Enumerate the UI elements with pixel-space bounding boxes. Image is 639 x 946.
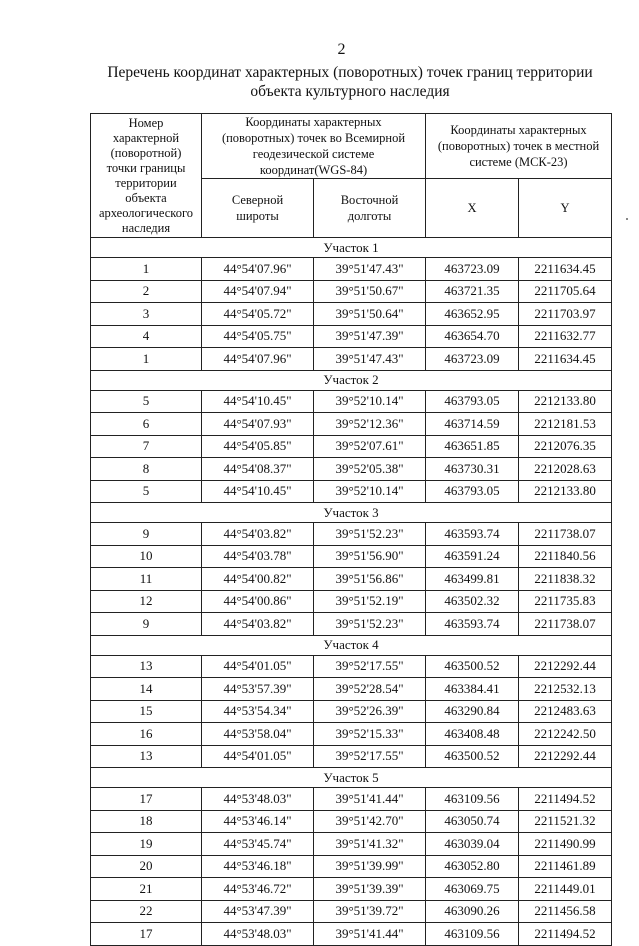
x-cell: 463109.56 — [426, 923, 519, 946]
point-number-cell: 13 — [91, 745, 202, 768]
longitude-cell: 39°51'52.23" — [314, 613, 426, 636]
y-cell: 2211490.99 — [519, 833, 612, 856]
x-cell: 463290.84 — [426, 700, 519, 723]
point-number-cell: 5 — [91, 480, 202, 503]
point-number-cell: 14 — [91, 678, 202, 701]
longitude-cell: 39°51'52.19" — [314, 590, 426, 613]
document-title-line-2: объекта культурного наследия — [250, 83, 450, 100]
table-row — [91, 303, 612, 326]
table-row — [91, 325, 612, 348]
x-cell: 463499.81 — [426, 568, 519, 591]
y-cell: 2212076.35 — [519, 435, 612, 458]
y-cell: 2211838.32 — [519, 568, 612, 591]
y-cell: 2211634.45 — [519, 348, 612, 371]
header-wgs-line: геодезической системе — [252, 147, 375, 161]
header-msk-line: системе (МСК-23) — [469, 155, 568, 169]
longitude-cell: 39°52'05.38" — [314, 458, 426, 481]
latitude-cell: 44°54'10.45" — [202, 480, 314, 503]
table-row — [91, 390, 612, 413]
y-cell: 2212483.63 — [519, 700, 612, 723]
header-wgs-line: координат(WGS-84) — [259, 163, 368, 177]
x-cell: 463502.32 — [426, 590, 519, 613]
point-number-cell: 11 — [91, 568, 202, 591]
y-cell: 2212532.13 — [519, 678, 612, 701]
point-number-cell: 17 — [91, 923, 202, 946]
coordinates-table — [90, 113, 612, 946]
latitude-cell: 44°54'00.82" — [202, 568, 314, 591]
x-cell: 463721.35 — [426, 280, 519, 303]
latitude-cell: 44°54'07.93" — [202, 413, 314, 436]
longitude-cell: 39°51'56.86" — [314, 568, 426, 591]
point-number-cell: 17 — [91, 788, 202, 811]
table-row — [91, 788, 612, 811]
y-cell: 2211738.07 — [519, 613, 612, 636]
longitude-cell: 39°52'10.14" — [314, 480, 426, 503]
longitude-cell: 39°51'47.43" — [314, 348, 426, 371]
y-cell: 2211840.56 — [519, 545, 612, 568]
table-row — [91, 348, 612, 371]
point-number-cell: 9 — [91, 523, 202, 546]
longitude-cell: 39°51'50.64" — [314, 303, 426, 326]
latitude-cell: 44°54'07.96" — [202, 258, 314, 281]
longitude-cell: 39°52'26.39" — [314, 700, 426, 723]
longitude-cell: 39°51'52.23" — [314, 523, 426, 546]
document-title — [95, 63, 605, 101]
latitude-cell: 44°53'54.34" — [202, 700, 314, 723]
latitude-cell: 44°53'45.74" — [202, 833, 314, 856]
x-cell: 463109.56 — [426, 788, 519, 811]
point-number-cell: 2 — [91, 280, 202, 303]
table-row — [91, 435, 612, 458]
y-cell: 2211521.32 — [519, 810, 612, 833]
point-number-cell: 22 — [91, 900, 202, 923]
latitude-cell: 44°54'10.45" — [202, 390, 314, 413]
table-row — [91, 923, 612, 946]
point-number-cell: 8 — [91, 458, 202, 481]
document-title-line-1: Перечень координат характерных (поворотных) точек границ территории — [107, 64, 593, 81]
y-cell: 2212292.44 — [519, 655, 612, 678]
y-cell: 2211494.52 — [519, 788, 612, 811]
point-number-cell: 6 — [91, 413, 202, 436]
longitude-cell: 39°51'39.39" — [314, 878, 426, 901]
y-cell: 2212181.53 — [519, 413, 612, 436]
header-wgs-coordinates — [202, 114, 426, 179]
table-row — [91, 810, 612, 833]
latitude-cell: 44°54'07.96" — [202, 348, 314, 371]
table-row — [91, 878, 612, 901]
latitude-cell: 44°53'57.39" — [202, 678, 314, 701]
point-number-cell: 15 — [91, 700, 202, 723]
latitude-cell: 44°54'05.85" — [202, 435, 314, 458]
latitude-cell: 44°54'07.94" — [202, 280, 314, 303]
x-cell: 463052.80 — [426, 855, 519, 878]
longitude-cell: 39°52'07.61" — [314, 435, 426, 458]
longitude-cell: 39°51'56.90" — [314, 545, 426, 568]
point-number-cell: 16 — [91, 723, 202, 746]
table-row — [91, 568, 612, 591]
table-row — [91, 655, 612, 678]
header-point-number-line: точки границы — [106, 160, 186, 175]
table-row — [91, 545, 612, 568]
point-number-cell: 3 — [91, 303, 202, 326]
header-longitude — [314, 179, 426, 238]
x-cell: 463793.05 — [426, 480, 519, 503]
latitude-cell: 44°53'47.39" — [202, 900, 314, 923]
point-number-cell: 13 — [91, 655, 202, 678]
longitude-cell: 39°51'42.70" — [314, 810, 426, 833]
x-cell: 463593.74 — [426, 613, 519, 636]
table-row — [91, 458, 612, 481]
header-wgs-line: Координаты характерных — [245, 115, 382, 129]
longitude-cell: 39°51'39.72" — [314, 900, 426, 923]
x-cell: 463069.75 — [426, 878, 519, 901]
point-number-cell: 1 — [91, 348, 202, 371]
header-latitude-line: Северной — [231, 193, 284, 207]
point-number-cell: 20 — [91, 855, 202, 878]
header-wgs-line: (поворотных) точек во Всемирной — [221, 131, 406, 145]
longitude-cell: 39°52'10.14" — [314, 390, 426, 413]
x-cell: 463500.52 — [426, 655, 519, 678]
header-y: Y — [519, 179, 612, 238]
header-latitude-line: широты — [236, 209, 279, 223]
latitude-cell: 44°54'01.05" — [202, 745, 314, 768]
longitude-cell: 39°51'50.67" — [314, 280, 426, 303]
section-row — [91, 635, 612, 655]
table-row — [91, 855, 612, 878]
table-row — [91, 613, 612, 636]
header-longitude-line: Восточной — [340, 193, 399, 207]
section-label: Участок 1 — [91, 238, 612, 258]
section-label: Участок 2 — [91, 370, 612, 390]
y-cell: 2211632.77 — [519, 325, 612, 348]
point-number-cell: 7 — [91, 435, 202, 458]
header-point-number-line: (поворотной) — [110, 145, 182, 160]
latitude-cell: 44°54'01.05" — [202, 655, 314, 678]
header-point-number-line: археологического — [98, 205, 194, 220]
longitude-cell: 39°52'17.55" — [314, 745, 426, 768]
section-label: Участок 5 — [91, 768, 612, 788]
header-point-number-line: территории — [115, 175, 177, 190]
table-row — [91, 523, 612, 546]
section-label: Участок 4 — [91, 635, 612, 655]
y-cell: 2211461.89 — [519, 855, 612, 878]
header-point-number-line: объекта — [125, 190, 167, 205]
longitude-cell: 39°51'47.39" — [314, 325, 426, 348]
table-row — [91, 280, 612, 303]
longitude-cell: 39°52'28.54" — [314, 678, 426, 701]
latitude-cell: 44°54'05.75" — [202, 325, 314, 348]
x-cell: 463714.59 — [426, 413, 519, 436]
point-number-cell: 19 — [91, 833, 202, 856]
y-cell: 2212133.80 — [519, 390, 612, 413]
section-row — [91, 768, 612, 788]
table-row — [91, 745, 612, 768]
section-row — [91, 503, 612, 523]
y-cell: 2212242.50 — [519, 723, 612, 746]
x-cell: 463593.74 — [426, 523, 519, 546]
x-cell: 463652.95 — [426, 303, 519, 326]
x-cell: 463793.05 — [426, 390, 519, 413]
latitude-cell: 44°54'08.37" — [202, 458, 314, 481]
longitude-cell: 39°51'39.99" — [314, 855, 426, 878]
latitude-cell: 44°54'03.78" — [202, 545, 314, 568]
longitude-cell: 39°52'17.55" — [314, 655, 426, 678]
table-row — [91, 413, 612, 436]
header-x: X — [426, 179, 519, 238]
y-cell: 2211456.58 — [519, 900, 612, 923]
header-msk-line: Координаты характерных — [450, 123, 587, 137]
latitude-cell: 44°53'46.72" — [202, 878, 314, 901]
table-row — [91, 678, 612, 701]
page-number: 2 — [337, 41, 346, 58]
x-cell: 463654.70 — [426, 325, 519, 348]
x-cell: 463050.74 — [426, 810, 519, 833]
y-cell: 2212133.80 — [519, 480, 612, 503]
y-cell: 2211494.52 — [519, 923, 612, 946]
longitude-cell: 39°51'41.44" — [314, 923, 426, 946]
point-number-cell: 12 — [91, 590, 202, 613]
y-cell: 2211735.83 — [519, 590, 612, 613]
latitude-cell: 44°53'48.03" — [202, 788, 314, 811]
longitude-cell: 39°51'41.44" — [314, 788, 426, 811]
x-cell: 463723.09 — [426, 258, 519, 281]
table-row — [91, 900, 612, 923]
latitude-cell: 44°54'03.82" — [202, 613, 314, 636]
header-point-number-line: наследия — [121, 220, 171, 235]
table-row — [91, 723, 612, 746]
table-row — [91, 700, 612, 723]
point-number-cell: 18 — [91, 810, 202, 833]
x-cell: 463500.52 — [426, 745, 519, 768]
scan-mark — [626, 218, 628, 220]
table-row — [91, 833, 612, 856]
latitude-cell: 44°53'46.14" — [202, 810, 314, 833]
longitude-cell: 39°52'15.33" — [314, 723, 426, 746]
x-cell: 463039.04 — [426, 833, 519, 856]
x-cell: 463090.26 — [426, 900, 519, 923]
table-row — [91, 480, 612, 503]
section-row — [91, 370, 612, 390]
y-cell: 2212028.63 — [519, 458, 612, 481]
y-cell: 2211705.64 — [519, 280, 612, 303]
latitude-cell: 44°53'58.04" — [202, 723, 314, 746]
header-longitude-line: долготы — [347, 209, 392, 223]
y-cell: 2212292.44 — [519, 745, 612, 768]
point-number-cell: 10 — [91, 545, 202, 568]
table-row — [91, 258, 612, 281]
header-point-number-line: характерной — [112, 130, 180, 145]
x-cell: 463723.09 — [426, 348, 519, 371]
header-point-number-line: Номер — [128, 115, 164, 130]
x-cell: 463591.24 — [426, 545, 519, 568]
point-number-cell: 1 — [91, 258, 202, 281]
point-number-cell: 9 — [91, 613, 202, 636]
y-cell: 2211449.01 — [519, 878, 612, 901]
x-cell: 463384.41 — [426, 678, 519, 701]
header-msk-line: (поворотных) точек в местной — [437, 139, 600, 153]
point-number-cell: 21 — [91, 878, 202, 901]
table-row — [91, 590, 612, 613]
y-cell: 2211634.45 — [519, 258, 612, 281]
x-cell: 463730.31 — [426, 458, 519, 481]
header-latitude — [202, 179, 314, 238]
x-cell: 463408.48 — [426, 723, 519, 746]
latitude-cell: 44°54'03.82" — [202, 523, 314, 546]
header-point-number — [91, 114, 202, 238]
header-msk-coordinates — [426, 114, 612, 179]
point-number-cell: 5 — [91, 390, 202, 413]
section-row — [91, 238, 612, 258]
latitude-cell: 44°54'00.86" — [202, 590, 314, 613]
x-cell: 463651.85 — [426, 435, 519, 458]
section-label: Участок 3 — [91, 503, 612, 523]
y-cell: 2211703.97 — [519, 303, 612, 326]
y-cell: 2211738.07 — [519, 523, 612, 546]
latitude-cell: 44°54'05.72" — [202, 303, 314, 326]
longitude-cell: 39°52'12.36" — [314, 413, 426, 436]
latitude-cell: 44°53'48.03" — [202, 923, 314, 946]
table-body — [91, 238, 612, 946]
latitude-cell: 44°53'46.18" — [202, 855, 314, 878]
longitude-cell: 39°51'47.43" — [314, 258, 426, 281]
longitude-cell: 39°51'41.32" — [314, 833, 426, 856]
point-number-cell: 4 — [91, 325, 202, 348]
